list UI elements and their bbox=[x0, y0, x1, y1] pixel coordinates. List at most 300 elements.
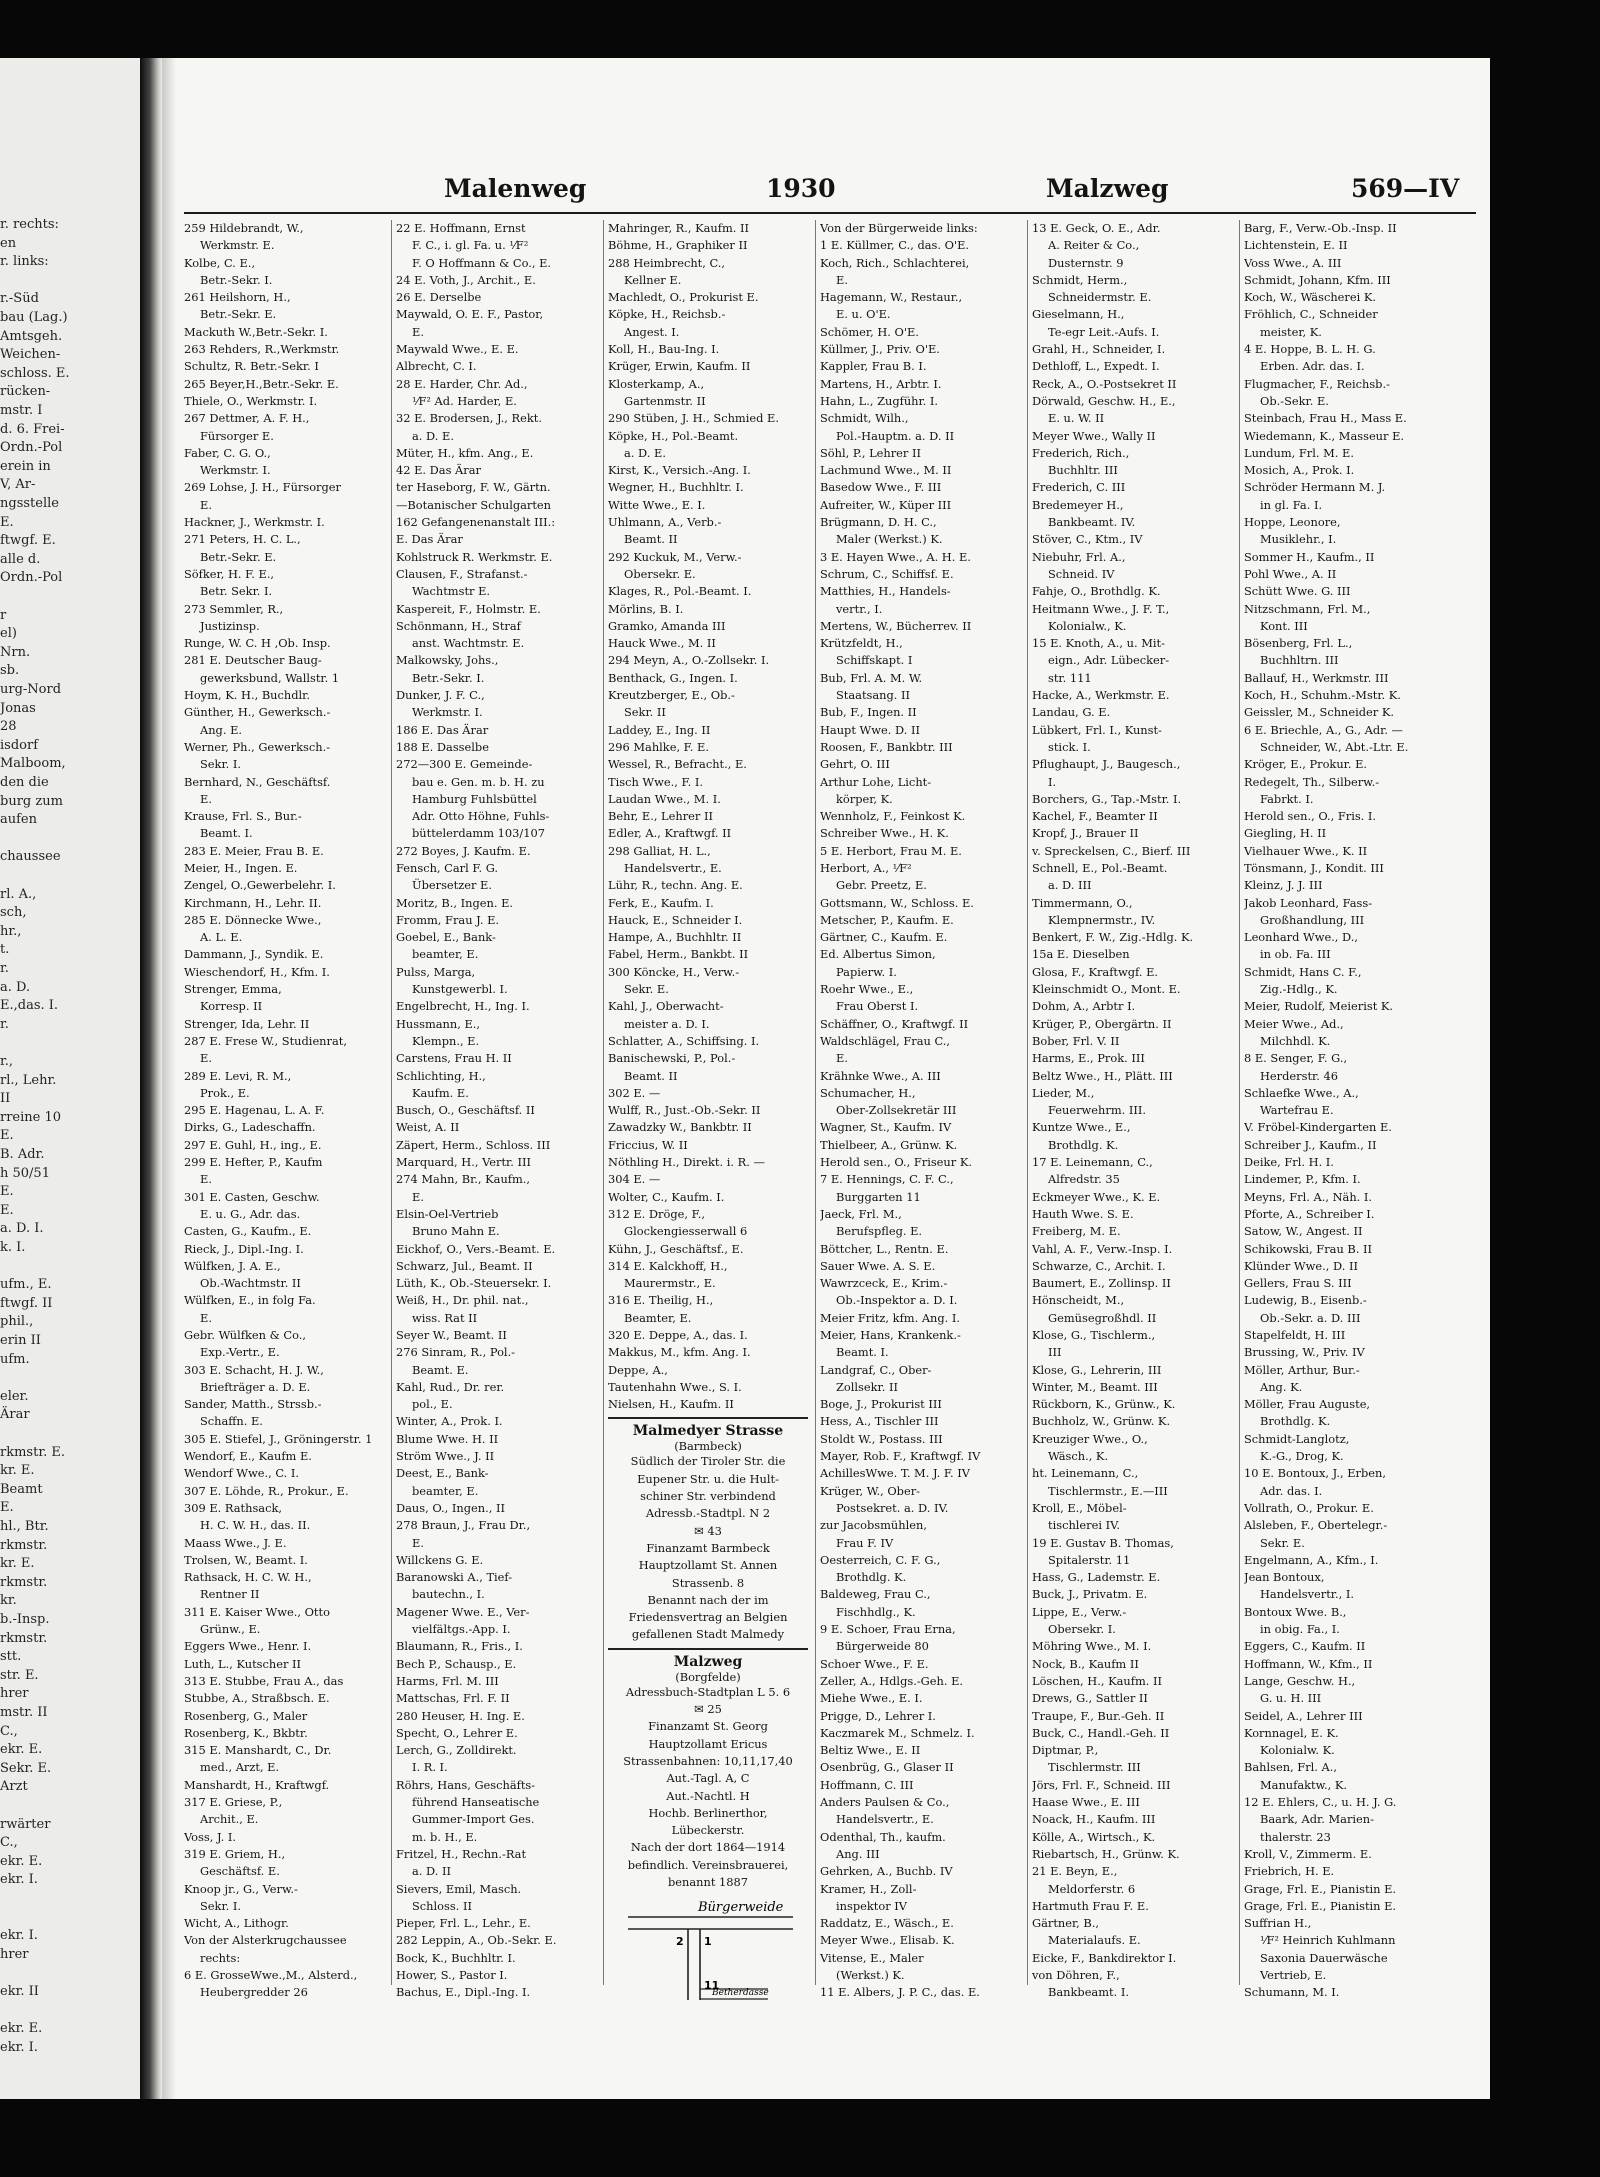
directory-entry: Hess, A., Tischler III bbox=[820, 1414, 939, 1429]
fragment-line: C., bbox=[0, 1835, 18, 1851]
directory-entry: 265 Beyer,H.,Betr.-Sekr. E. bbox=[184, 376, 339, 391]
directory-entry: Herderstr. 46 bbox=[1260, 1068, 1338, 1083]
directory-entry: Hoffmann, W., Kfm., II bbox=[1244, 1656, 1373, 1671]
fragment-line: Ärar bbox=[0, 1407, 30, 1423]
directory-entry: Schmidt, Herm., bbox=[1032, 272, 1128, 287]
directory-entry: Wegner, H., Buchhltr. I. bbox=[608, 480, 744, 495]
directory-entry: Vitense, E., Maler bbox=[820, 1950, 924, 1965]
directory-entry: Casten, G., Kaufm., E. bbox=[184, 1224, 312, 1239]
directory-entry: Adr. Otto Höhne, Fuhls- bbox=[412, 809, 550, 824]
fragment-line: E. bbox=[0, 1184, 14, 1200]
directory-entry: ¹⁄F² Ad. Harder, E. bbox=[412, 393, 517, 408]
directory-entry: Kaspereit, F., Holmstr. E. bbox=[396, 601, 541, 616]
directory-entry: Kolonialw. K. bbox=[1260, 1743, 1335, 1758]
directory-entry: Schütt Wwe. G. III bbox=[1244, 584, 1351, 599]
directory-entry: 263 Rehders, R.,Werkmstr. bbox=[184, 342, 340, 357]
directory-entry: Glosa, F., Kraftwgf. E. bbox=[1032, 964, 1159, 979]
directory-entry: Schrum, C., Schiffsf. E. bbox=[820, 566, 954, 581]
directory-entry: Banischewski, P., Pol.- bbox=[608, 1051, 736, 1066]
directory-entry: 304 E. — bbox=[608, 1172, 661, 1187]
directory-entry: Blaumann, R., Fris., I. bbox=[396, 1639, 523, 1654]
directory-entry: Rosenberg, G., Maler bbox=[184, 1708, 308, 1723]
directory-entry: Koll, H., Bau-Ing. I. bbox=[608, 342, 720, 357]
directory-entry: Burggarten 11 bbox=[836, 1189, 921, 1204]
directory-entry: Voss Wwe., A. III bbox=[1244, 255, 1342, 270]
directory-entry: Meyer Wwe., Elisab. K. bbox=[820, 1933, 955, 1948]
directory-entry: beamter, E. bbox=[412, 947, 479, 962]
directory-entry: Anders Paulsen & Co., bbox=[820, 1795, 950, 1810]
directory-entry: Weist, A. II bbox=[396, 1120, 460, 1135]
directory-entry: Busch, O., Geschäftsf. II bbox=[396, 1103, 535, 1118]
directory-entry: Gärtner, B., bbox=[1032, 1916, 1100, 1931]
directory-entry: Thiele, O., Werkmstr. I. bbox=[184, 393, 318, 408]
directory-entry: Harms, Frl. M. III bbox=[396, 1673, 499, 1688]
directory-entry: Nöthling H., Direkt. i. R. — bbox=[608, 1155, 765, 1170]
directory-entry: Waldschlägel, Frau C., bbox=[820, 1033, 951, 1048]
directory-entry: Schmidt, Wilh., bbox=[820, 411, 909, 426]
directory-entry: Fabrkt. I. bbox=[1260, 791, 1314, 806]
directory-entry: Frederich, C. III bbox=[1032, 480, 1126, 495]
street-description-line: Aut.-Nachtl. H bbox=[666, 1788, 750, 1803]
directory-entry: Giegling, H. II bbox=[1244, 826, 1327, 841]
directory-entry: Möller, Arthur, Bur.- bbox=[1244, 1362, 1360, 1377]
directory-entry: gewerksbund, Wallstr. 1 bbox=[200, 670, 340, 685]
directory-entry: Wartefrau E. bbox=[1260, 1103, 1334, 1118]
directory-entry: Winter, A., Prok. I. bbox=[396, 1414, 503, 1429]
directory-entry: Zig.-Hdlg., K. bbox=[1260, 982, 1338, 997]
directory-entry: Meldorferstr. 6 bbox=[1048, 1881, 1136, 1896]
directory-entry: Kahl, J., Oberwacht- bbox=[608, 999, 724, 1014]
directory-entry: Wendorf Wwe., C. I. bbox=[184, 1466, 300, 1481]
directory-entry: Nielsen, H., Kaufm. II bbox=[608, 1397, 734, 1412]
street-description-line: schiner Str. verbindend bbox=[640, 1489, 776, 1504]
directory-entry: Sauer Wwe. A. S. E. bbox=[820, 1258, 936, 1273]
directory-entry: Stapelfeldt, H. III bbox=[1244, 1328, 1346, 1342]
directory-entry: Wessel, R., Befracht., E. bbox=[608, 757, 747, 772]
directory-entry: Freiberg, M. E. bbox=[1032, 1224, 1121, 1239]
directory-entry: a. D. E. bbox=[412, 428, 454, 443]
directory-entry: Lippe, E., Verw.- bbox=[1032, 1604, 1127, 1619]
directory-entry: 186 E. Das Ärar bbox=[396, 722, 489, 737]
directory-entry: Wawrzceck, E., Krim.- bbox=[820, 1276, 948, 1291]
directory-entry: Klosterkamp, A., bbox=[608, 376, 705, 391]
directory-entry: 162 Gefangenenanstalt III.: bbox=[396, 515, 556, 530]
directory-entry: —Botanischer Schulgarten bbox=[396, 497, 552, 512]
directory-entry: Schröder Hermann M. J. bbox=[1244, 480, 1386, 495]
directory-entry: Schmidt, Hans C. F., bbox=[1244, 964, 1362, 979]
directory-entry: körper, K. bbox=[836, 791, 893, 806]
street-description-line: Hochb. Berlinerthor, bbox=[648, 1805, 768, 1820]
directory-entry: Noack, H., Kaufm. III bbox=[1032, 1812, 1156, 1827]
directory-entry: 10 E. Bontoux, J., Erben, bbox=[1244, 1466, 1386, 1481]
directory-entry: Böhme, H., Graphiker II bbox=[608, 238, 748, 253]
map-house-number: 1 bbox=[704, 1935, 712, 1949]
directory-entry: 276 Sinram, R., Pol.- bbox=[396, 1345, 516, 1360]
directory-entry: Fröhlich, C., Schneider bbox=[1244, 307, 1378, 322]
fragment-line: rwärter bbox=[0, 1816, 51, 1832]
directory-entry: wiss. Rat II bbox=[412, 1310, 478, 1325]
directory-entry: Koch, W., Wäscherei K. bbox=[1244, 290, 1376, 305]
directory-entry: Obersekr. E. bbox=[624, 566, 696, 581]
directory-entry: Kramer, H., Zoll- bbox=[820, 1881, 917, 1896]
fragment-line: rücken- bbox=[0, 384, 51, 400]
directory-entry: E. u. O'E. bbox=[836, 307, 891, 322]
directory-entry: Maurermstr., E. bbox=[624, 1276, 716, 1291]
directory-entry: Behr, E., Lehrer II bbox=[608, 809, 713, 824]
directory-entry: Meier, Hans, Krankenk.- bbox=[820, 1328, 961, 1342]
directory-entry: Lindemer, P., Kfm. I. bbox=[1244, 1172, 1361, 1187]
directory-entry: Tautenhahn Wwe., S. I. bbox=[608, 1379, 742, 1394]
directory-entry: ht. Leinemann, C., bbox=[1032, 1466, 1139, 1481]
directory-entry: Eckmeyer Wwe., K. E. bbox=[1032, 1189, 1161, 1204]
directory-entry: Kolbe, C. E., bbox=[184, 255, 256, 270]
directory-entry: beamter, E. bbox=[412, 1483, 479, 1498]
fragment-line: r bbox=[0, 607, 7, 623]
directory-entry: E. bbox=[412, 324, 424, 339]
directory-entry: Maywald Wwe., E. E. bbox=[396, 342, 519, 357]
directory-entry: Kont. III bbox=[1260, 618, 1308, 633]
directory-entry: Moritz, B., Ingen. E. bbox=[396, 895, 514, 910]
directory-entry: 19 E. Gustav B. Thomas, bbox=[1032, 1535, 1174, 1550]
directory-entry: Pol.-Hauptm. a. D. II bbox=[836, 428, 955, 443]
fragment-line: II bbox=[0, 1091, 11, 1107]
directory-entry: Winter, M., Beamt. III bbox=[1032, 1379, 1158, 1394]
directory-entry: Voss, J. I. bbox=[184, 1829, 237, 1844]
directory-entry: Satow, W., Angest. II bbox=[1244, 1224, 1363, 1239]
fragment-line: r.-Süd bbox=[0, 291, 39, 307]
directory-entry: Arthur Lohe, Licht- bbox=[820, 774, 932, 789]
directory-entry: Hauck Wwe., M. II bbox=[608, 636, 716, 651]
directory-entry: Bruno Mahn E. bbox=[412, 1224, 500, 1239]
fragment-line: h 50/51 bbox=[0, 1165, 50, 1181]
directory-entry: Mayer, Rob. F., Kraftwgf. IV bbox=[820, 1449, 981, 1464]
directory-entry: Nock, B., Kaufm II bbox=[1032, 1656, 1139, 1671]
directory-entry: Sekr. E. bbox=[624, 982, 669, 997]
directory-entry: a. D. E. bbox=[624, 445, 666, 460]
fragment-line: eler. bbox=[0, 1388, 29, 1404]
directory-entry: Deppe, A., bbox=[608, 1362, 668, 1377]
directory-entry: 22 E. Hoffmann, Ernst bbox=[396, 221, 526, 235]
directory-entry: Runge, W. C. H ,Ob. Insp. bbox=[184, 636, 331, 651]
header-year: 1930 bbox=[766, 174, 836, 203]
street-description-line: Südlich der Tiroler Str. die bbox=[630, 1454, 786, 1469]
directory-entry: Deike, Frl. H. I. bbox=[1244, 1155, 1334, 1170]
street-description-line: ✉ 25 bbox=[694, 1702, 722, 1717]
directory-entry: Klages, R., Pol.-Beamt. I. bbox=[608, 584, 752, 599]
street-description-line: Benannt nach der im bbox=[647, 1592, 769, 1607]
directory-entry: Ob.-Sekr. E. bbox=[1260, 393, 1329, 408]
directory-entry: 295 E. Hagenau, L. A. F. bbox=[184, 1103, 325, 1118]
directory-entry: Gärtner, C., Kaufm. E. bbox=[820, 930, 948, 945]
directory-entry: Müter, H., kfm. Ang., E. bbox=[396, 445, 534, 460]
directory-entry: Krause, Frl. S., Bur.- bbox=[184, 809, 302, 824]
directory-entry: Schneid. IV bbox=[1048, 566, 1115, 581]
directory-entry: Baark, Adr. Marien- bbox=[1260, 1812, 1374, 1827]
directory-entry: Hahn, L., Zugführ. I. bbox=[820, 393, 939, 408]
directory-entry: Diptmar, P., bbox=[1032, 1743, 1099, 1758]
directory-entry: Hoym, K. H., Buchdlr. bbox=[184, 688, 310, 703]
fragment-line: kr. E. bbox=[0, 1463, 35, 1479]
directory-entry: H. C. W. H., das. II. bbox=[200, 1518, 311, 1533]
directory-entry: Kroll, V., Zimmerm. E. bbox=[1244, 1846, 1372, 1861]
directory-entry: Wülfken, J. A. E., bbox=[184, 1258, 281, 1273]
directory-entry: Borchers, G., Tap.-Mstr. I. bbox=[1032, 791, 1182, 806]
directory-entry: Brussing, W., Priv. IV bbox=[1244, 1345, 1365, 1360]
directory-entry: meister a. D. I. bbox=[624, 1016, 710, 1031]
directory-entry: Landgraf, C., Ober- bbox=[820, 1362, 932, 1377]
directory-entry: 294 Meyn, A., O.-Zollsekr. I. bbox=[608, 653, 770, 668]
directory-entry: Ang. K. bbox=[1260, 1379, 1303, 1394]
directory-entry: Jaeck, Frl. M., bbox=[820, 1206, 902, 1221]
directory-entry: Marquard, H., Vertr. III bbox=[396, 1155, 531, 1170]
directory-entry: Maass Wwe., J. E. bbox=[184, 1535, 287, 1550]
directory-entry: Dammann, J., Syndik. E. bbox=[184, 947, 324, 962]
fragment-line: ekr. I. bbox=[0, 1928, 38, 1944]
directory-entry: Willckens G. E. bbox=[396, 1552, 484, 1567]
directory-entry: 300 Köncke, H., Verw.- bbox=[608, 964, 740, 979]
directory-entry: Kappler, Frau B. I. bbox=[820, 359, 927, 374]
directory-entry: Mattschas, Frl. F. II bbox=[396, 1691, 510, 1706]
fragment-line: rl., Lehr. bbox=[0, 1072, 57, 1088]
directory-entry: Uhlmann, A., Verb.- bbox=[608, 515, 722, 530]
directory-entry: Bankbeamt. I. bbox=[1048, 1985, 1129, 2000]
directory-entry: inspektor IV bbox=[836, 1898, 907, 1913]
fragment-line: alle d. bbox=[0, 551, 41, 567]
directory-entry: 17 E. Leinemann, C., bbox=[1032, 1155, 1153, 1170]
directory-entry: Gehrken, A., Buchb. IV bbox=[820, 1864, 953, 1879]
directory-entry: meister, K. bbox=[1260, 324, 1322, 339]
directory-entry: Pflughaupt, J., Baugesch., bbox=[1032, 757, 1181, 772]
directory-entry: ¹⁄F² Heinrich Kuhlmann bbox=[1260, 1933, 1396, 1948]
directory-entry: Wolter, C., Kaufm. I. bbox=[608, 1189, 725, 1204]
street-description-line: Finanzamt Barmbeck bbox=[646, 1540, 770, 1555]
directory-entry: Baumert, E., Zollinsp. II bbox=[1032, 1276, 1171, 1291]
directory-entry: Laddey, E., Ing. II bbox=[608, 722, 711, 737]
map-house-number: 11 bbox=[704, 1979, 720, 1993]
directory-entry: 274 Mahn, Br., Kaufm., bbox=[396, 1172, 531, 1187]
directory-entry: Söhl, P., Lehrer II bbox=[820, 445, 921, 460]
directory-entry: Wicht, A., Lithogr. bbox=[184, 1916, 289, 1931]
directory-entry: 314 E. Kalckhoff, H., bbox=[608, 1258, 728, 1273]
directory-entry: Sommer H., Kaufm., II bbox=[1244, 549, 1375, 564]
directory-entry: Gieselmann, H., bbox=[1032, 307, 1125, 322]
directory-entry: A. L. E. bbox=[200, 930, 243, 945]
directory-entry: Ludewig, B., Eisenb.- bbox=[1244, 1293, 1367, 1308]
directory-entry: zur Jacobsmühlen, bbox=[820, 1518, 927, 1533]
directory-entry: 273 Semmler, R., bbox=[184, 601, 284, 616]
directory-entry: Schikowski, Frau B. II bbox=[1244, 1241, 1373, 1256]
directory-entry: Pohl Wwe., A. II bbox=[1244, 566, 1337, 581]
directory-entry: Fensch, Carl F. G. bbox=[396, 860, 499, 875]
directory-entry: Kuntze Wwe., E., bbox=[1032, 1120, 1131, 1135]
directory-entry: Schoer Wwe., F. E. bbox=[820, 1656, 929, 1671]
street-description-line: Adressb.-Stadtpl. N 2 bbox=[645, 1506, 771, 1521]
directory-entry: Böttcher, L., Rentn. E. bbox=[820, 1241, 949, 1256]
directory-entry: Möhring Wwe., M. I. bbox=[1032, 1639, 1152, 1654]
fragment-line: phil., bbox=[0, 1314, 34, 1330]
fragment-line: mstr. I bbox=[0, 403, 43, 418]
street-district: (Borgfelde) bbox=[675, 1669, 741, 1684]
fragment-line: burg zum bbox=[0, 793, 63, 809]
directory-entry: Magener Wwe. E., Ver- bbox=[396, 1604, 530, 1619]
directory-entry: K.-G., Drog, K. bbox=[1260, 1449, 1344, 1464]
directory-entry: Beamter, E. bbox=[624, 1310, 692, 1325]
directory-entry: Grage, Frl. E., Pianistin E. bbox=[1244, 1898, 1397, 1913]
directory-entry: Schumacher, H., bbox=[820, 1085, 916, 1100]
directory-entry: Lundum, Frl. M. E. bbox=[1244, 445, 1354, 460]
directory-entry: I. R. I. bbox=[412, 1760, 448, 1775]
directory-entry: Ballauf, H., Werkmstr. III bbox=[1244, 670, 1389, 685]
directory-entry: Schaffn. E. bbox=[200, 1414, 263, 1429]
fragment-line: r. rechts: bbox=[0, 217, 59, 232]
fragment-line: schloss. E. bbox=[0, 365, 70, 381]
directory-entry: Thielbeer, A., Grünw. K. bbox=[820, 1137, 958, 1152]
directory-entry: G. u. H. III bbox=[1260, 1691, 1322, 1706]
directory-entry: 315 E. Manshardt, C., Dr. bbox=[184, 1743, 332, 1758]
fragment-line: Jonas bbox=[0, 700, 36, 716]
directory-entry: Betr. Sekr. I. bbox=[200, 584, 273, 599]
fragment-line: ekr. I. bbox=[0, 1872, 38, 1888]
directory-entry: Wulff, R., Just.-Ob.-Sekr. II bbox=[608, 1103, 761, 1118]
fragment-line: ufm. bbox=[0, 1351, 30, 1367]
directory-entry: Spitalerstr. 11 bbox=[1048, 1552, 1131, 1567]
directory-entry: stick. I. bbox=[1048, 739, 1091, 754]
directory-entry: Alsleben, F., Obertelegr.- bbox=[1244, 1518, 1388, 1533]
directory-entry: Brothdlg. K. bbox=[1048, 1137, 1119, 1152]
directory-entry: Maywald, O. E. F., Pastor, bbox=[396, 307, 544, 322]
directory-entry: 288 Heimbrecht, C., bbox=[608, 255, 726, 270]
directory-entry: Jean Bontoux, bbox=[1244, 1570, 1325, 1585]
directory-entry: Benkert, F. W., Zig.-Hdlg. K. bbox=[1032, 930, 1194, 945]
directory-entry: Gemüsegroßhdl. II bbox=[1048, 1310, 1157, 1325]
directory-entry: Gottsmann, W., Schloss. E. bbox=[820, 895, 974, 910]
directory-entry: Strenger, Ida, Lehr. II bbox=[184, 1016, 310, 1031]
fragment-line: bau (Lag.) bbox=[0, 310, 68, 325]
directory-entry: Dirks, G., Ladeschaffn. bbox=[184, 1120, 316, 1135]
directory-entry: Elsin-Oel-Vertrieb bbox=[396, 1206, 499, 1221]
directory-entry: Fritzel, H., Rechn.-Rat bbox=[396, 1846, 527, 1861]
fragment-line: V, Ar- bbox=[0, 477, 36, 493]
directory-entry: Reck, A., O.-Postsekret II bbox=[1032, 376, 1177, 391]
directory-entry: Tischlermstr., E.—III bbox=[1048, 1483, 1168, 1498]
directory-entry: Jörs, Frl. F., Schneid. III bbox=[1032, 1777, 1171, 1792]
directory-entry: Meyns, Frl. A., Näh. I. bbox=[1244, 1189, 1373, 1204]
directory-entry: Geschäftsf. E. bbox=[200, 1864, 280, 1879]
directory-entry: 12 E. Ehlers, C., u. H. J. G. bbox=[1244, 1795, 1397, 1810]
directory-entry: E. bbox=[412, 1535, 424, 1550]
directory-entry: Frau F. IV bbox=[836, 1535, 894, 1550]
directory-entry: Küllmer, J., Priv. O'E. bbox=[820, 342, 940, 357]
directory-entry: Eicke, F., Bankdirektor I. bbox=[1032, 1950, 1177, 1965]
header-street-left: Malenweg bbox=[444, 174, 587, 203]
directory-entry: Mörlins, B. I. bbox=[608, 601, 684, 616]
street-description-line: Eupener Str. u. die Hult- bbox=[637, 1471, 779, 1486]
directory-entry: Beamt. II bbox=[624, 1068, 678, 1083]
directory-entry: Betr.-Sekr. E. bbox=[200, 549, 277, 564]
directory-entry: Schloss. II bbox=[412, 1898, 472, 1913]
directory-entry: Herbort, A., ¹⁄F² bbox=[820, 860, 912, 875]
directory-entry: Niebuhr, Frl. A., bbox=[1032, 549, 1126, 564]
directory-entry: Engelmann, A., Kfm., I. bbox=[1244, 1552, 1379, 1567]
fragment-line: ngsstelle bbox=[0, 496, 59, 511]
directory-entry: Blume Wwe. H. II bbox=[396, 1431, 499, 1446]
directory-entry: Wagner, St., Kaufm. IV bbox=[820, 1120, 952, 1135]
fragment-line: el) bbox=[0, 626, 17, 642]
directory-entry: Kleinz, J. J. III bbox=[1244, 878, 1323, 893]
directory-entry: Heitmann Wwe., J. F. T., bbox=[1032, 601, 1170, 616]
directory-entry: Dohm, A., Arbtr I. bbox=[1032, 999, 1136, 1014]
directory-entry: I. bbox=[1048, 774, 1057, 789]
directory-entry: Buchhltr. III bbox=[1048, 463, 1118, 478]
directory-entry: Glockengiesserwall 6 bbox=[624, 1224, 748, 1239]
directory-entry: Löschen, H., Kaufm. II bbox=[1032, 1673, 1162, 1688]
directory-entry: Papierw. I. bbox=[836, 964, 897, 979]
directory-entry: thalerstr. 23 bbox=[1260, 1829, 1331, 1844]
directory-entry: Rieck, J., Dipl.-Ing. I. bbox=[184, 1241, 304, 1256]
directory-entry: Kohlstruck R. Werkmstr. E. bbox=[396, 549, 553, 564]
directory-entry: Bernhard, N., Geschäftsf. bbox=[184, 774, 331, 789]
directory-entry: Meier Fritz, kfm. Ang. I. bbox=[820, 1310, 961, 1325]
directory-entry: Buck, C., Handl.-Geh. II bbox=[1032, 1725, 1170, 1740]
fragment-line: kr. bbox=[0, 1593, 17, 1609]
directory-entry: Feuerwehrm. III. bbox=[1048, 1103, 1146, 1118]
directory-entry: Zawadzky W., Bankbtr. II bbox=[608, 1120, 752, 1135]
directory-entry: 271 Peters, H. C. L., bbox=[184, 532, 301, 547]
directory-entry: 319 E. Griem, H., bbox=[184, 1846, 286, 1861]
directory-entry: Hoffmann, C. III bbox=[820, 1777, 914, 1792]
directory-entry: Berufspfleg. E. bbox=[836, 1224, 923, 1239]
directory-entry: Schneider, W., Abt.-Ltr. E. bbox=[1260, 739, 1409, 754]
header-page-number: 569—IV bbox=[1351, 174, 1460, 203]
fragment-line: chaussee bbox=[0, 849, 61, 865]
directory-entry: Materialaufs. E. bbox=[1048, 1933, 1141, 1948]
directory-entry: Pforte, A., Schreiber I. bbox=[1244, 1206, 1375, 1221]
street-description-line: Adressbuch-Stadtplan L 5. 6 bbox=[625, 1684, 791, 1699]
directory-entry: Kirst, K., Versich.-Ang. I. bbox=[608, 463, 751, 478]
directory-entry: 297 E. Guhl, H., ing., E. bbox=[184, 1137, 322, 1152]
fragment-line: a. D. bbox=[0, 979, 31, 995]
fragment-line: hrer bbox=[0, 1946, 29, 1962]
directory-entry: 21 E. Beyn, E., bbox=[1032, 1864, 1118, 1879]
directory-entry: Bech P., Schausp., E. bbox=[396, 1656, 517, 1671]
directory-entry: Klempnermstr., IV. bbox=[1048, 912, 1156, 927]
directory-entry: Hönscheidt, M., bbox=[1032, 1293, 1125, 1308]
directory-entry: Rückborn, K., Grünw., K. bbox=[1032, 1397, 1176, 1412]
directory-entry: Kellner E. bbox=[624, 272, 682, 287]
directory-entry: Postsekret. a. D. IV. bbox=[836, 1500, 949, 1515]
street-heading-malzweg: Malzweg bbox=[673, 1653, 743, 1670]
directory-entry: Schlatter, A., Schiffsing. I. bbox=[608, 1033, 760, 1048]
directory-entry: E. bbox=[412, 1189, 424, 1204]
directory-entry: Betr.-Sekr. I. bbox=[412, 670, 485, 685]
directory-entry: Kunstgewerbl. I. bbox=[412, 982, 508, 997]
fragment-line: C., bbox=[0, 1723, 18, 1739]
directory-entry: Bahlsen, Frl. A., bbox=[1244, 1760, 1338, 1775]
directory-entry: Kachel, F., Beamter II bbox=[1032, 809, 1158, 824]
directory-entry: Schönmann, H., Straf bbox=[396, 618, 521, 633]
directory-entry: Deest, E., Bank- bbox=[396, 1466, 489, 1481]
header-street-right: Malzweg bbox=[1046, 174, 1169, 203]
directory-entry: vielfältgs.-App. I. bbox=[412, 1622, 511, 1637]
directory-entry: Meier, Rudolf, Meierist K. bbox=[1244, 999, 1394, 1014]
directory-entry: Beltz Wwe., H., Plätt. III bbox=[1032, 1068, 1173, 1083]
directory-entry: F. C., i. gl. Fa. u. ¹⁄F² bbox=[412, 238, 529, 253]
directory-entry: Odenthal, Th., kaufm. bbox=[820, 1829, 946, 1844]
directory-entry: eign., Adr. Lübecker- bbox=[1048, 653, 1170, 668]
directory-entry: Suffrian H., bbox=[1244, 1916, 1312, 1931]
directory-entry: 4 E. Hoppe, B. L. H. G. bbox=[1244, 342, 1376, 357]
directory-entry: Schwarze, C., Archit. I. bbox=[1032, 1258, 1166, 1273]
